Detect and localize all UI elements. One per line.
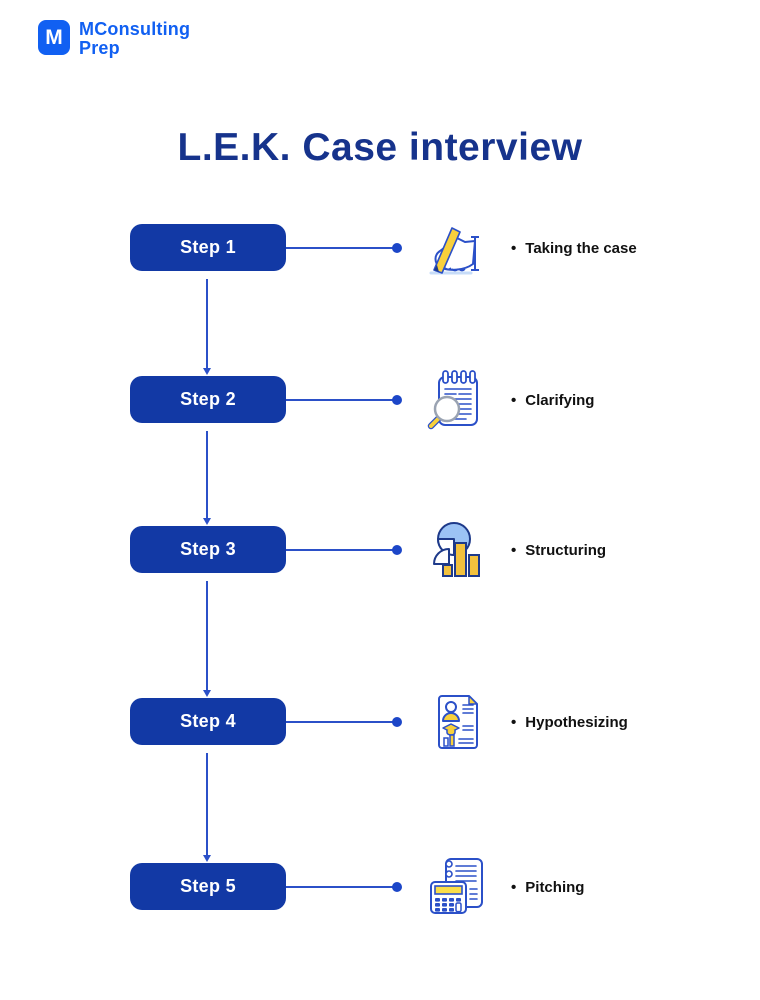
step-row-4 [0, 688, 760, 756]
connector-line [286, 549, 393, 551]
connector-dot [392, 717, 402, 727]
logo-wordmark [79, 20, 190, 58]
calculator-notes-icon [424, 853, 492, 921]
step-2-description-text: Clarifying [525, 391, 595, 409]
step-1-description [511, 214, 637, 282]
step-row-3 [0, 516, 760, 584]
logo-wordmark-line2: Prep [79, 38, 120, 58]
step-5-description-text: Pitching [525, 878, 585, 896]
page-title: L.E.K. Case interview [177, 126, 583, 169]
brand-logo [38, 20, 190, 58]
bullet-point: • [511, 391, 517, 409]
step-row-2 [0, 366, 760, 434]
logo-wordmark-line1: MConsulting [79, 19, 191, 39]
step-4-description [511, 688, 628, 756]
pie-bar-chart-icon [424, 516, 492, 584]
connector-line [286, 721, 393, 723]
step-2-button: Step 2 [130, 376, 286, 423]
notepad-magnifier-icon [424, 366, 492, 434]
logo-monogram: M [45, 25, 63, 49]
step-row-1 [0, 214, 760, 282]
bullet-point: • [511, 713, 517, 731]
step-row-5 [0, 853, 760, 921]
step-1-description-text: Taking the case [525, 239, 637, 257]
step-4-button: Step 4 [130, 698, 286, 745]
connector-dot [392, 243, 402, 253]
step-2-description [511, 366, 594, 434]
resume-profile-icon [424, 688, 492, 756]
connector-dot [392, 882, 402, 892]
step-3-description-text: Structuring [525, 541, 607, 559]
step-3-button: Step 3 [130, 526, 286, 573]
connector-dot [392, 395, 402, 405]
step-5-description [511, 853, 584, 921]
step-4-description-text: Hypothesizing [525, 713, 628, 731]
logo-m-icon [38, 20, 70, 55]
writing-hand-icon [424, 214, 492, 282]
down-arrow-4 [206, 753, 208, 856]
bullet-point: • [511, 878, 517, 896]
step-1-button: Step 1 [130, 224, 286, 271]
connector-line [286, 886, 393, 888]
down-arrow-3 [206, 581, 208, 691]
connector-line [286, 399, 393, 401]
step-5-button: Step 5 [130, 863, 286, 910]
down-arrow-1 [206, 279, 208, 369]
connector-line [286, 247, 393, 249]
step-3-description [511, 516, 606, 584]
connector-dot [392, 545, 402, 555]
down-arrow-2 [206, 431, 208, 519]
bullet-point: • [511, 541, 517, 559]
bullet-point: • [511, 239, 517, 257]
